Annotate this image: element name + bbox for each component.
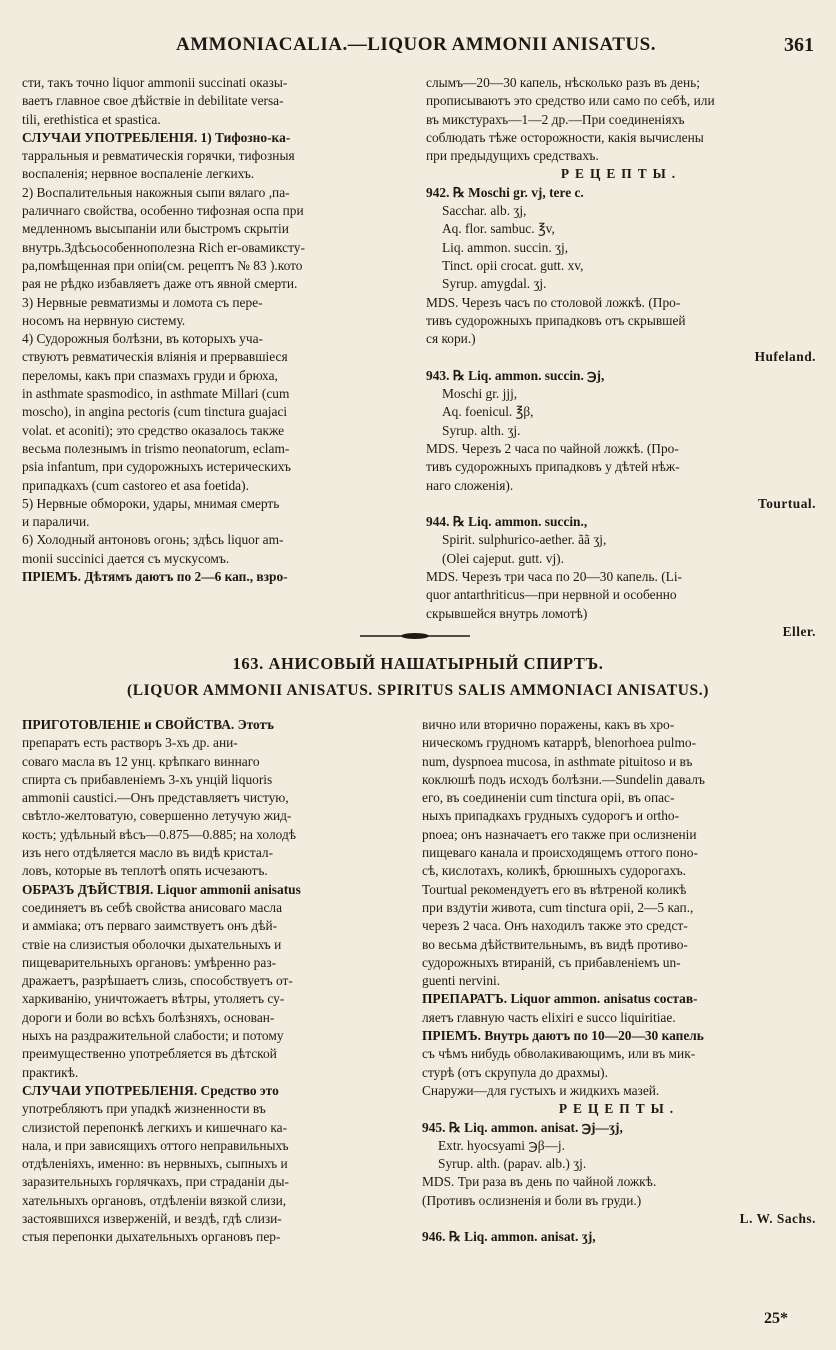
top-right-line: наго сложенія). xyxy=(426,477,514,493)
bottom-left-line: спирта съ прибавленіемъ 3-хъ унцій liquoris xyxy=(22,771,273,787)
top-left-line: носомъ на нервную систему. xyxy=(22,312,186,328)
top-left-line: рая не рѣдко избавляетъ даже отъ явной смерти. xyxy=(22,276,298,292)
top-left-line: 5) Нервные обмороки, удары, мнимая смерть xyxy=(22,495,280,511)
bottom-right-line: ныхъ припадкахъ грудныхъ судорогъ и ortho- xyxy=(422,808,680,824)
top-left-line: in asthmate spasmodico, in asthmate Millari (cum xyxy=(22,386,290,402)
top-right-line: тивъ судорожныхъ припадковъ отъ скрывшей xyxy=(426,312,686,328)
top-right-line: Aq. foenicul. ℥β, xyxy=(442,404,534,420)
bottom-left-line: ствіе на слизистыя оболочки дыхательныхъ и xyxy=(22,936,282,952)
bottom-right-line: ПРІЕМЪ. Внутрь даютъ по 10—20—30 капель xyxy=(422,1028,704,1044)
top-right-line: скрывшейся внутрь ломотѣ) xyxy=(426,605,588,621)
top-right-line: MDS. Черезъ 2 часа по чайной ложкѣ. (Про- xyxy=(426,440,679,456)
top-right-line: MDS. Черезъ часъ по столовой ложкѣ. (Про- xyxy=(426,294,681,310)
bottom-left-line: дороги и боли во всѣхъ болѣзняхъ, основан- xyxy=(22,1009,275,1025)
bottom-right-line: стурѣ (отъ скрупула до драхмы). xyxy=(422,1064,608,1080)
bottom-left-line: застоявшихся изверженій, и вездѣ, гдѣ слизи- xyxy=(22,1211,282,1227)
top-right-line: Hufeland. xyxy=(754,349,816,365)
top-right-line: Liq. ammon. succin. ʒj, xyxy=(442,239,569,255)
top-right-line: Eller. xyxy=(782,623,816,639)
top-left-line: переломы, какъ при спазмахъ груди и брюха, xyxy=(22,367,278,383)
bottom-right-line: 945. ℞ Liq. ammon. anisat. ℈j—ʒj, xyxy=(422,1119,623,1135)
top-right-line: Sacchar. alb. ʒj, xyxy=(442,203,527,219)
bottom-right-line: guenti nervini. xyxy=(422,973,501,989)
bottom-right-line: L. W. Sachs. xyxy=(739,1211,816,1227)
bottom-left-line: пищеварительныхъ органовъ: умѣренно раз- xyxy=(22,954,277,970)
bottom-left-line: преимущественно употребляется въ дѣтской xyxy=(22,1046,277,1062)
top-right-line: Syrup. amygdal. ʒj. xyxy=(442,276,547,292)
bottom-left-line: соединяетъ въ себѣ свойства анисоваго масла xyxy=(22,899,283,915)
top-right-line: 944. ℞ Liq. ammon. succin., xyxy=(426,514,588,530)
bottom-right-line: Tourtual рекомендуетъ его въ вѣтреной коликѣ xyxy=(422,881,687,897)
top-right-line: Tourtual. xyxy=(758,495,816,511)
top-right-line: Syrup. alth. ʒj. xyxy=(442,422,521,438)
bottom-left-line: стыя перепонки дыхательныхъ органовъ пер- xyxy=(22,1229,281,1245)
bottom-right-line: 946. ℞ Liq. ammon. anisat. ʒj, xyxy=(422,1229,596,1245)
top-left-line: тарральныя и ревматическія горячки, тифозныя xyxy=(22,148,295,164)
section-title: 163. АНИСОВЫЙ НАШАТЫРНЫЙ СПИРТЪ. xyxy=(232,654,604,673)
ornamental-divider xyxy=(360,632,470,640)
bottom-left-line: практикѣ. xyxy=(22,1064,79,1080)
top-left-line: раличнаго свойства, особенно тифозная оспа при xyxy=(22,203,304,219)
bottom-right-line: num, dyspnoea mucosa, in asthmate pituitoso и въ xyxy=(422,753,693,769)
top-left-line: tili, erethistica et spastica. xyxy=(22,111,161,127)
bottom-right-line: черезъ 2 часа. Онъ находилъ также это средст- xyxy=(422,918,688,934)
bottom-left-line: нала, и при зависящихъ оттого неправильныхъ xyxy=(22,1137,289,1153)
bottom-right-line: ляетъ главную часть elixiri e succo liquiritiae. xyxy=(422,1009,676,1025)
top-right-line: при предыдущихъ средствахъ. xyxy=(426,148,599,164)
top-left-line: весьма полезнымъ in trismo neonatorum, eclam- xyxy=(22,440,290,456)
top-right-line: 942. ℞ Moschi gr. vj, tere c. xyxy=(426,184,584,200)
top-right-line: соблюдать тѣже осторожности, какія вычислены xyxy=(426,129,704,145)
bottom-right-line: пищеваго канала и происходящемъ оттого поно- xyxy=(422,845,698,861)
bottom-left-line: ныхъ на раздражительной слабости; и потому xyxy=(22,1028,284,1044)
top-right-line: Aq. flor. sambuc. ℥v, xyxy=(442,221,555,237)
bottom-right-line: сѣ, кислотахъ, коликѣ, брюшныхъ судорогахъ. xyxy=(422,863,687,879)
bottom-left-line: отдѣленіяхъ, именно: въ нервныхъ, сыпныхъ и xyxy=(22,1156,288,1172)
bottom-right-line: pnoea; онъ назначаетъ его также при ослизненіи xyxy=(422,826,697,842)
top-left-line: ПРІЕМЪ. Дѣтямъ даютъ по 2—6 кап., взро- xyxy=(22,569,288,585)
bottom-right-column xyxy=(422,716,816,1288)
bottom-left-column xyxy=(22,716,414,1288)
top-left-line: 3) Нервные ревматизмы и ломота съ пере- xyxy=(22,294,263,310)
top-right-line: прописываютъ это средство или само по себѣ, или xyxy=(426,93,715,109)
top-right-column xyxy=(426,74,816,639)
page-number: 361 xyxy=(784,34,814,56)
top-right-line: въ микстурахъ—1—2 др.—При соединеніяхъ xyxy=(426,111,685,127)
bottom-right-line: Syrup. alth. (papav. alb.) ʒj. xyxy=(438,1156,587,1172)
bottom-left-line: заразительныхъ горлячкахъ, при страданіи ды- xyxy=(22,1174,289,1190)
top-left-line: ра,помѣщенная при опіи(см. рецептъ № 83 ).кото xyxy=(22,257,303,273)
bottom-right-line: его, въ соединеніи cum tinctura opii, въ опас- xyxy=(422,790,675,806)
bottom-right-line: MDS. Три раза въ день по чайной ложкѣ. xyxy=(422,1174,657,1190)
top-left-line: moscho), in angina pectoris (cum tinctura guajaci xyxy=(22,404,288,420)
top-right-line: quor antarthriticus—при нервной и особенно xyxy=(426,587,677,603)
page-header xyxy=(18,34,814,62)
top-right-line: тивъ судорожныхъ припадковъ у дѣтей нѣж- xyxy=(426,459,680,475)
top-left-line: и параличи. xyxy=(22,514,90,530)
bottom-left-line: и амміака; отъ перваго заимствуетъ онъ дѣй- xyxy=(22,918,278,934)
bottom-left-line: ОБРАЗЪ ДѢЙСТВІЯ. Liquor ammonii anisatus xyxy=(22,881,301,897)
bottom-right-line: вично или вторично поражены, какъ въ хро- xyxy=(422,717,675,732)
top-right-line: Tinct. opii crocat. gutt. xv, xyxy=(442,257,584,273)
bottom-right-line: судорожныхъ втираній, съ прибавленіемъ un- xyxy=(422,954,681,970)
top-left-line: 4) Судорожныя болѣзни, въ которыхъ уча- xyxy=(22,331,263,347)
bottom-left-line: харкиванію, уничтожаетъ вѣтры, утоляетъ су- xyxy=(22,991,285,1007)
bottom-left-line: ловъ, которые въ теплотѣ опять исчезаютъ. xyxy=(22,863,268,879)
bottom-right-line: во весьма дѣйствительнымъ, въ видѣ противо- xyxy=(422,936,688,952)
top-left-line: 6) Холодный антоновъ огонь; здѣсь liquor am- xyxy=(22,532,284,548)
top-left-line: monii succinici дается съ мускусомъ. xyxy=(22,550,230,566)
section-subtitle: (LIQUOR AMMONII ANISATUS. SPIRITUS SALIS AMMONIACI ANISATUS.) xyxy=(126,682,710,699)
running-head: AMMONIACALIA.—LIQUOR AMMONII ANISATUS. xyxy=(176,34,656,55)
bottom-right-line: коклюшѣ подъ исходъ болѣзни.—Sundelin давалъ xyxy=(422,771,705,787)
top-left-line: 2) Воспалительныя накожныя сыпи вялаго ,па- xyxy=(22,184,290,200)
bottom-right-line: Extr. hyocsyami ℈β—j. xyxy=(438,1137,565,1153)
top-right-line: (Olei cajeput. gutt. vj). xyxy=(442,550,564,566)
bottom-right-line: ническомъ грудномъ катаррѣ, blenorhoea pulmo- xyxy=(422,735,697,751)
top-right-line: РЕЦЕПТЫ. xyxy=(560,166,682,182)
bottom-left-line: дражаетъ, разрѣшаетъ слизь, способствуетъ от- xyxy=(22,973,293,989)
bottom-left-line: ПРИГОТОВЛЕНІЕ и СВОЙСТВА. Этотъ xyxy=(22,717,274,732)
bottom-left-line: препаратъ есть растворъ 3-хъ др. ани- xyxy=(22,735,238,751)
bottom-left-line: свѣтло-желтоватую, совершенно летучую жид- xyxy=(22,808,292,824)
top-left-column xyxy=(22,74,414,630)
bottom-left-line: ammonii caustici.—Онъ представляетъ чистую, xyxy=(22,790,289,806)
top-left-line: volat. et aconiti); это средство оказалось также xyxy=(22,422,285,438)
top-right-line: слымъ—20—30 капель, нѣсколько разъ въ день; xyxy=(426,75,700,90)
bottom-right-line: при вздутіи живота, cum tinctura opii, 2—5 кап., xyxy=(422,899,694,915)
bottom-right-line: Снаружи—для густыхъ и жидкихъ мазей. xyxy=(422,1082,660,1098)
top-right-line: Spirit. sulphurico-aether. ãã ʒj, xyxy=(442,532,607,548)
top-left-line: СЛУЧАИ УПОТРЕБЛЕНІЯ. 1) Тифозно-ка- xyxy=(22,129,291,145)
top-left-line: медленномъ высыпаніи или быстромъ скрытіи xyxy=(22,221,289,237)
signature-mark: 25* xyxy=(764,1310,788,1327)
bottom-left-line: соваго масла въ 12 унц. крѣпкаго виннаго xyxy=(22,753,260,769)
top-right-line: ся кори.) xyxy=(426,331,476,347)
top-right-line: MDS. Черезъ три часа по 20—30 капель. (Li- xyxy=(426,569,683,585)
bottom-right-line: съ чѣмъ нибудь обволакивающимъ, или въ мик- xyxy=(422,1046,696,1062)
top-left-line: ваетъ главное свое дѣйствіе in debilitate versa- xyxy=(22,93,284,109)
bottom-left-line: употребляютъ при упадкѣ жизненности въ xyxy=(22,1101,266,1117)
bottom-left-line: слизистой перепонкѣ легкихъ и кишечнаго ка- xyxy=(22,1119,288,1135)
bottom-right-line: РЕЦЕПТЫ. xyxy=(558,1101,680,1117)
bottom-left-line: хательныхъ органовъ, отдѣленіи вязкой слизи, xyxy=(22,1192,287,1208)
top-right-line: Moschi gr. jjj, xyxy=(442,386,518,402)
bottom-left-line: изъ него отдѣляется масло въ видѣ кристал- xyxy=(22,845,274,861)
top-left-line: сти, такъ точно liquor ammonii succinati оказы- xyxy=(22,75,288,90)
bottom-left-line: СЛУЧАИ УПОТРЕБЛЕНІЯ. Средство это xyxy=(22,1082,279,1098)
top-left-line: psia infantum, при судорожныхъ истерическихъ xyxy=(22,459,291,475)
bottom-right-line: (Противъ ослизненія и боли въ груди.) xyxy=(422,1192,642,1208)
bottom-right-line: ПРЕПАРАТЪ. Liquor ammon. anisatus состав- xyxy=(422,991,698,1007)
bottom-left-line: кость; удѣльный вѣсъ—0.875—0.885; на холодѣ xyxy=(22,826,297,842)
top-left-line: припадкахъ (cum castoreo et asa foetida). xyxy=(22,477,249,493)
top-left-line: внутрь.Здѣсьособеннополезна Rich er-овамиксту- xyxy=(22,239,305,255)
top-left-line: воспаленія; нервное воспаленіе легкихъ. xyxy=(22,166,255,182)
top-right-line: 943. ℞ Liq. ammon. succin. ℈j, xyxy=(426,367,605,383)
top-left-line: ствуютъ ревматическія вліянія и прервавшіеся xyxy=(22,349,288,365)
